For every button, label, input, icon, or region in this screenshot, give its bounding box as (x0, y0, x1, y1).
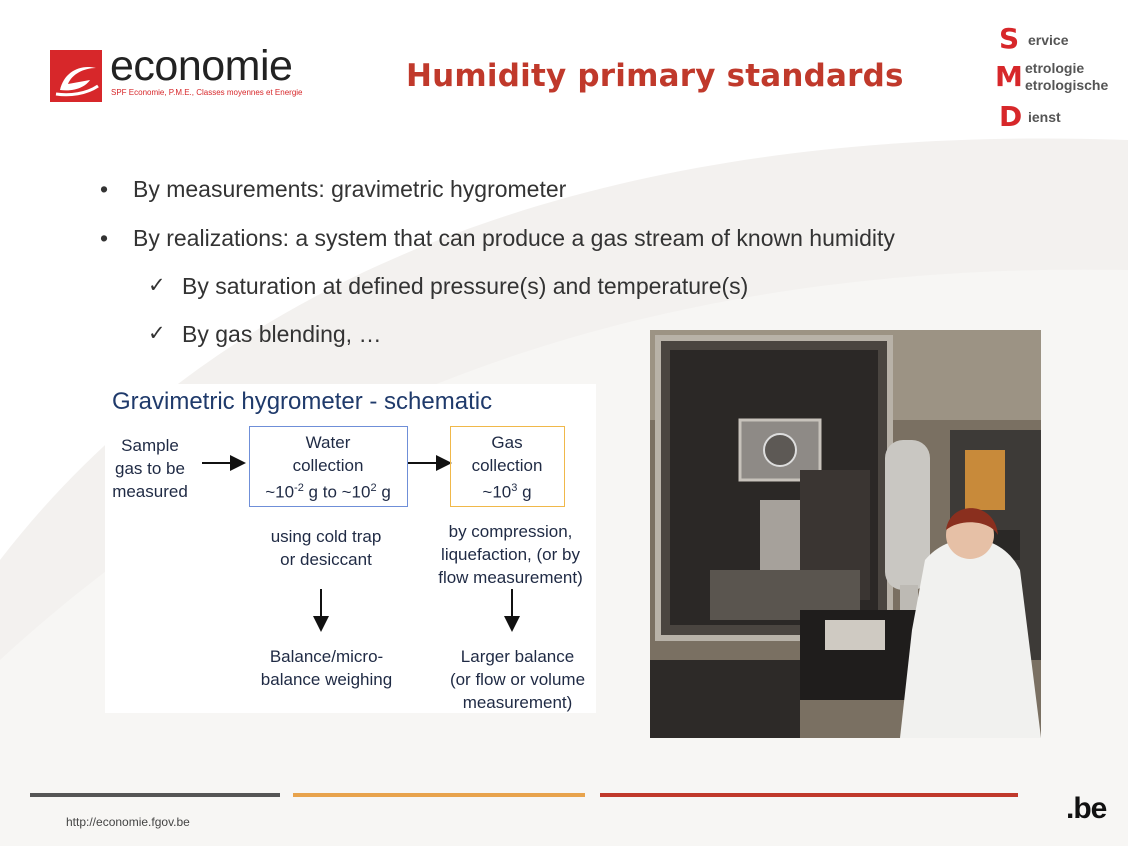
method-compression (423, 520, 598, 589)
result1-line: balance weighing (260, 670, 393, 689)
page-title: Humidity primary standards (406, 58, 904, 94)
bullet-text: By measurements: gravimetric hygrometer (133, 176, 567, 202)
method1-line: or desiccant (280, 550, 372, 569)
smd-text-metrologische: etrologische (1025, 77, 1109, 93)
method-cold-trap (251, 525, 401, 571)
input-label-line: gas to be (115, 459, 185, 478)
result-larger-balance (430, 645, 605, 714)
box1-exponent: -2 (294, 482, 304, 494)
smd-letter-d: D (999, 100, 1023, 133)
footer-line-red (600, 793, 1018, 797)
gas-collection-box (450, 426, 565, 507)
result-balance (239, 645, 414, 691)
check-text: By saturation at defined pressure(s) and temperature(s) (182, 273, 749, 299)
bullet-marker: • (100, 176, 109, 202)
bullet-marker: • (100, 225, 109, 251)
method1-line: using cold trap (270, 527, 382, 546)
box2-exponent: 3 (511, 482, 518, 494)
water-collection-box (249, 426, 408, 507)
gravimetric-schematic (105, 384, 596, 713)
smd-logo (995, 22, 1120, 132)
box2-line2: collection (471, 456, 543, 475)
result2-line: measurement) (462, 693, 573, 712)
laboratory-photo (650, 330, 1041, 738)
footer-line-orange (293, 793, 585, 797)
box1-line2: collection (292, 456, 364, 475)
be-logo: .be (1066, 792, 1107, 825)
method2-line: flow measurement) (438, 568, 583, 587)
box1-line1: Water (305, 433, 351, 452)
box1-exponent: 2 (370, 482, 377, 494)
logo-wordmark: economie (110, 42, 293, 90)
smd-text-dienst: ienst (1028, 109, 1061, 125)
method2-line: by compression, (448, 522, 573, 541)
box2-text: g (517, 482, 532, 502)
laboratory-photo-illustration (650, 330, 1041, 738)
check-marker: ✓ (148, 322, 166, 345)
check-marker: ✓ (148, 274, 166, 297)
box1-line3 (250, 477, 406, 504)
input-label-line: measured (112, 482, 188, 501)
result1-line: Balance/micro- (269, 647, 384, 666)
result2-line: (or flow or volume (449, 670, 586, 689)
check-text: By gas blending, … (182, 321, 382, 347)
box2-line1: Gas (491, 433, 523, 452)
smd-letter-m: M (995, 60, 1023, 93)
box2-line3 (451, 477, 563, 504)
box2-text: ~10 (482, 482, 512, 502)
logo-subtitle: SPF Economie, P.M.E., Classes moyennes et Energie (111, 88, 303, 97)
result2-line: Larger balance (460, 647, 575, 666)
box1-text: ~10 (265, 482, 295, 502)
smd-text-metrologie: etrologie (1025, 60, 1085, 76)
economie-logo-mark (50, 50, 102, 102)
box1-text: g to ~10 (303, 482, 371, 502)
footer-url[interactable]: http://economie.fgov.be (66, 815, 190, 829)
bullet-text: By realizations: a system that can produce a gas stream of known humidity (133, 225, 895, 251)
box1-text: g (376, 482, 391, 502)
method2-line: liquefaction, (or by (441, 545, 580, 564)
smd-text-service: ervice (1028, 32, 1069, 48)
input-label-line: Sample (121, 436, 179, 455)
economie-logo (50, 42, 312, 102)
smd-letter-s: S (999, 22, 1020, 55)
schematic-title: Gravimetric hygrometer - schematic (112, 388, 493, 415)
footer-line-grey (30, 793, 280, 797)
